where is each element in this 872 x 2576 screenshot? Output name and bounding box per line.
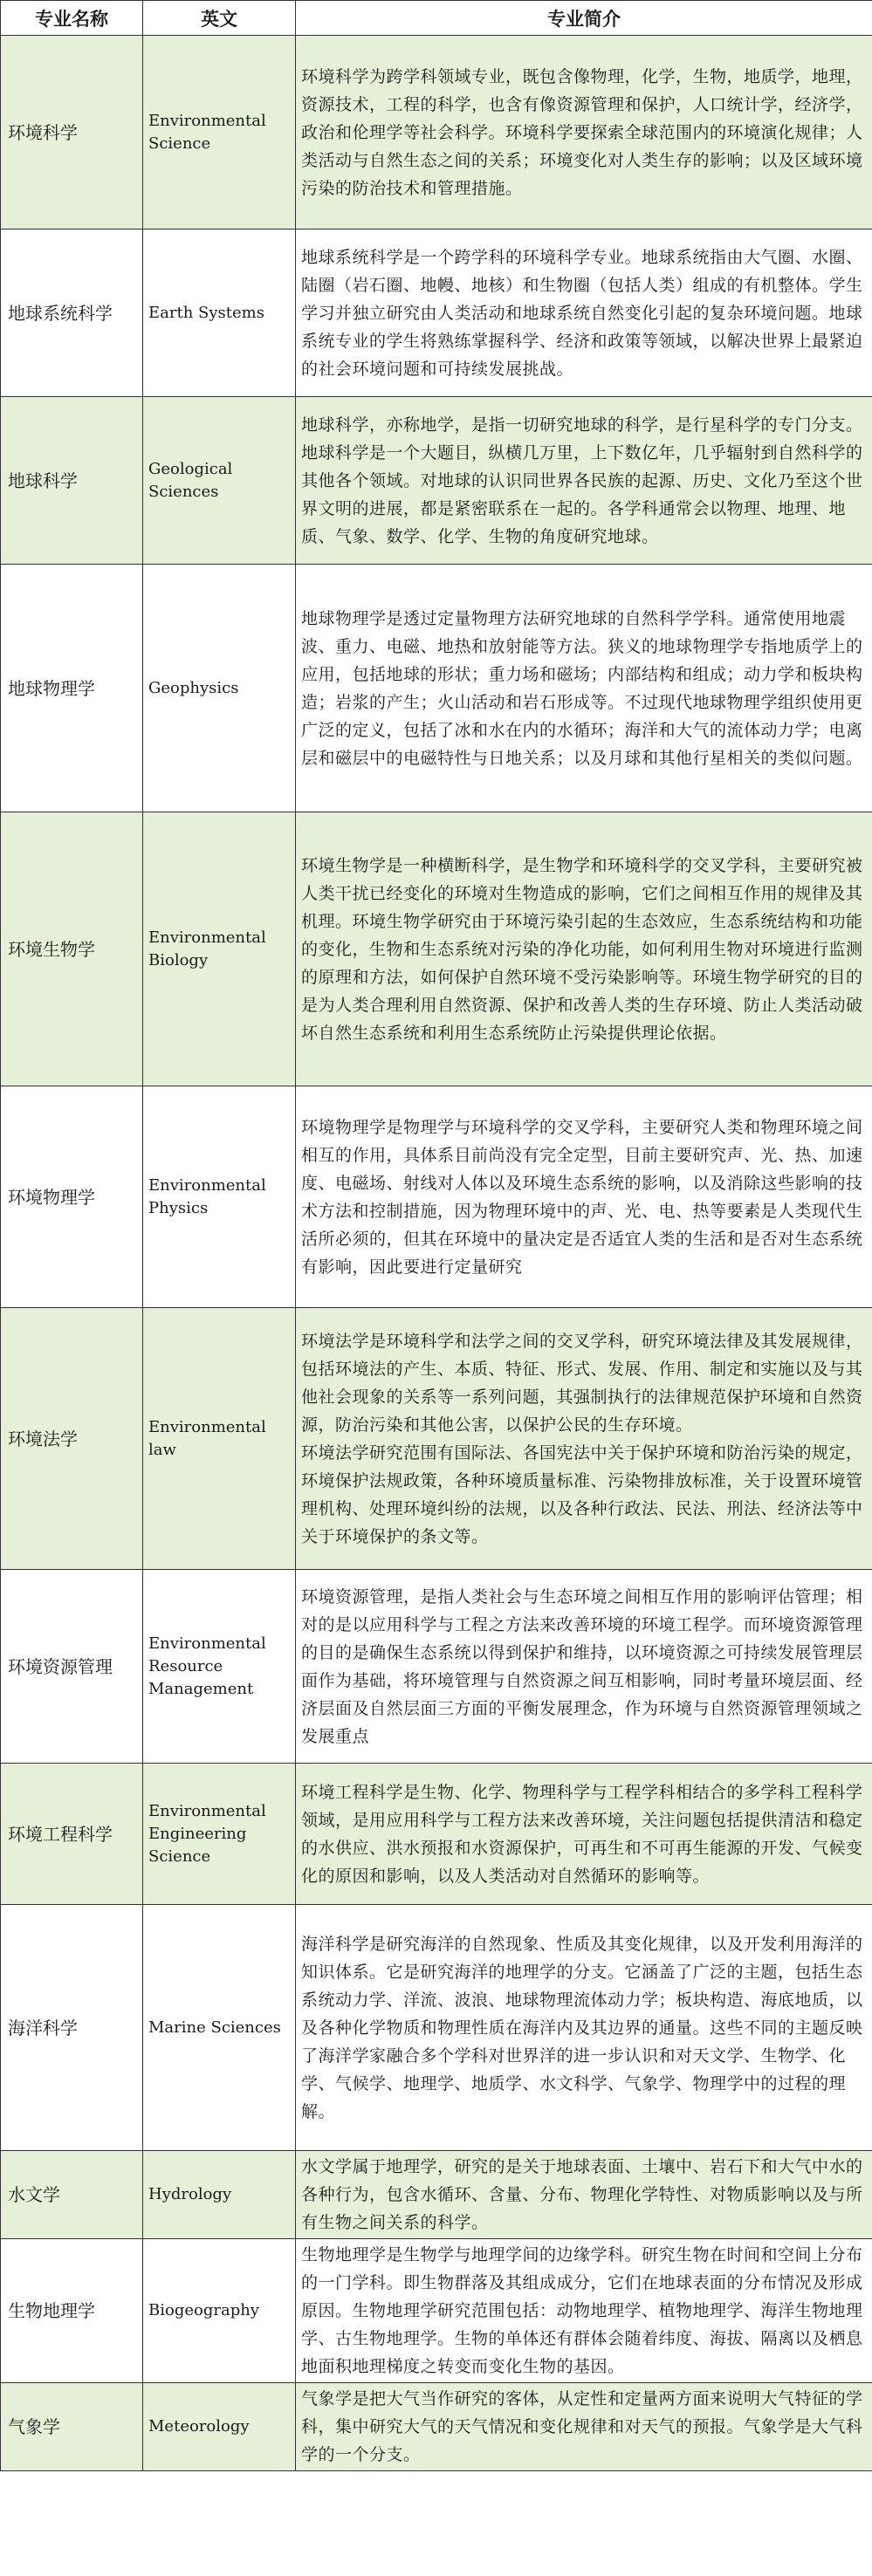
intro-paragraph: 环境资源管理，是指人类社会与生态环境之间相互作用的影响评估管理；相对的是以应用科学与工程之方法来改善环境的环境工程学。而环境资源管理的目的是确保生态系统以得到保护和维持，以环境资源之可持续发展管理层面作为基础，将环境管理与自然资源之间互相影响，同时考量环境层面、经济层面及自然层面三方面的平衡发展理念，作为环境与自然资源管理领域之发展重点 xyxy=(301,1586,863,1746)
major-name: 地球科学 xyxy=(1,397,143,565)
major-english-name: Environmental Science xyxy=(143,36,296,230)
major-name: 环境物理学 xyxy=(1,1086,143,1308)
intro-paragraph: 环境物理学是物理学与环境科学的交叉学科，主要研究人类和物理环境之间相互的作用，具体系目前尚没有完全定型，目前主要研究声、光、热、加速度、电磁场、射线对人体以及环境生态系统的影响，以及消除这些影响的技术方法和控制措施，因为物理环境中的声、光、电、热等要素是人类现代生活所必须的，但其在环境中的量决定是否适宜人类的生活和是否对生态系统有影响，因此要进行定量研究 xyxy=(301,1117,863,1277)
major-intro xyxy=(296,812,872,1086)
table-row xyxy=(1,1086,872,1308)
major-english-name: Biogeography xyxy=(143,2239,296,2383)
header-name: 专业名称 xyxy=(1,1,143,36)
table-row xyxy=(1,2151,872,2239)
table-row xyxy=(1,36,872,230)
major-name: 环境工程科学 xyxy=(1,1764,143,1905)
major-english-name: Environmental Biology xyxy=(143,812,296,1086)
major-name: 生物地理学 xyxy=(1,2239,143,2383)
major-intro xyxy=(296,2151,872,2239)
major-english-name: Geophysics xyxy=(143,565,296,812)
major-intro xyxy=(296,1764,872,1905)
intro-paragraph: 气象学是把大气当作研究的客体，从定性和定量两方面来说明大气特征的学科，集中研究大气的天气情况和变化规律和对天气的预报。气象学是大气科学的一个分支。 xyxy=(301,2389,863,2464)
major-intro xyxy=(296,2239,872,2383)
table-row xyxy=(1,1308,872,1570)
table-row xyxy=(1,230,872,397)
intro-paragraph: 环境科学为跨学科领域专业，既包含像物理，化学，生物，地质学，地理，资源技术，工程的科学，也含有像资源管理和保护，人口统计学，经济学，政治和伦理学等社会科学。环境科学要探索全球范围内的环境演化规律；人类活动与自然生态之间的关系；环境变化对人类生存的影响；以及区域环境污染的防治技术和管理措施。 xyxy=(301,66,863,198)
intro-paragraph: 环境生物学是一种横断科学，是生物学和环境科学的交叉学科，主要研究被人类干扰已经变化的环境对生物造成的影响，它们之间相互作用的规律及其机理。环境生物学研究由于环境污染引起的生态效应，生态系统结构和功能的变化，生物和生态系统对污染的净化功能，如何利用生物对环境进行监测的原理和方法，如何保护自然环境不受污染影响等。环境生物学研究的目的是为人类合理利用自然资源、保护和改善人类的生存环境、防止人类活动破坏自然生态系统和利用生态系统防止污染提供理论依据。 xyxy=(301,855,863,1043)
intro-paragraph: 环境法学研究范围有国际法、各国宪法中关于保护环境和防治污染的规定，环境保护法规政策，各种环境质量标准、污染物排放标准，关于设置环境管理机构、处理环境纠纷的法规，以及各种行政法、民法、刑法、经济法等中关于环境保护的条文等。 xyxy=(301,1442,863,1546)
major-name: 海洋科学 xyxy=(1,1905,143,2151)
major-intro xyxy=(296,1086,872,1308)
table-row xyxy=(1,565,872,812)
major-english-name: Geological Sciences xyxy=(143,397,296,565)
major-english-name: Earth Systems xyxy=(143,230,296,397)
major-name: 气象学 xyxy=(1,2383,143,2471)
header-intro: 专业简介 xyxy=(296,1,872,36)
major-name: 水文学 xyxy=(1,2151,143,2239)
table-row xyxy=(1,1570,872,1764)
major-english-name: Meteorology xyxy=(143,2383,296,2471)
intro-paragraph: 生物地理学是生物学与地理学间的边缘学科。研究生物在时间和空间上分布的一门学科。即生物群落及其组成成分，它们在地球表面的分布情况及形成原因。生物地理学研究范围包括：动物地理学、植物地理学、海洋生物地理学、古生物地理学。生物的单体还有群体会随着纬度、海拔、隔离以及栖息地面积地理梯度之转变而变化生物的基因。 xyxy=(301,2245,863,2376)
major-name: 环境科学 xyxy=(1,36,143,230)
intro-paragraph: 海洋科学是研究海洋的自然现象、性质及其变化规律，以及开发利用海洋的知识体系。它是研究海洋的地理学的分支。它涵盖了广泛的主题，包括生态系统动力学、洋流、波浪、地球物理流体动力学；板块构造、海底地质，以及各种化学物质和物理性质在海洋内及其边界的通量。这些不同的主题反映了海洋学家融合多个学科对世界洋的进一步认识和对天文学、生物学、化学、气候学、地理学、地质学、水文科学、气象学、物理学中的过程的理解。 xyxy=(301,1934,863,2121)
major-intro xyxy=(296,565,872,812)
table-row xyxy=(1,1764,872,1905)
table-row xyxy=(1,2239,872,2383)
major-name: 环境法学 xyxy=(1,1308,143,1570)
header-english: 英文 xyxy=(143,1,296,36)
major-english-name: Environmental law xyxy=(143,1308,296,1570)
major-name: 环境生物学 xyxy=(1,812,143,1086)
intro-paragraph: 地球物理学是透过定量物理方法研究地球的自然科学学科。通常使用地震波、重力、电磁、地热和放射能等方法。狭义的地球物理学专指地质学上的应用，包括地球的形状；重力场和磁场；内部结构和组成；动力学和板块构造；岩浆的产生；火山活动和岩石形成等。不过现代地球物理学组织使用更广泛的定义，包括了冰和水在内的水循环；海洋和大气的流体动力学；电离层和磁层中的电磁特性与日地关系；以及月球和其他行星相关的类似问题。 xyxy=(301,608,863,768)
major-english-name: Hydrology xyxy=(143,2151,296,2239)
major-english-name: Marine Sciences xyxy=(143,1905,296,2151)
major-intro xyxy=(296,1308,872,1570)
major-intro xyxy=(296,2383,872,2471)
major-intro xyxy=(296,36,872,230)
table-row xyxy=(1,2383,872,2471)
major-english-name: Environmental Physics xyxy=(143,1086,296,1308)
table-body xyxy=(1,36,872,2471)
major-name: 环境资源管理 xyxy=(1,1570,143,1764)
major-name: 地球系统科学 xyxy=(1,230,143,397)
table-row xyxy=(1,397,872,565)
major-english-name: Environmental Engineering Science xyxy=(143,1764,296,1905)
table-row xyxy=(1,812,872,1086)
intro-paragraph: 水文学属于地理学，研究的是关于地球表面、土壤中、岩石下和大气中水的各种行为，包含水循环、含量、分布、物理化学特性、对物质影响以及与所有生物之间关系的科学。 xyxy=(301,2157,863,2232)
intro-paragraph: 地球系统科学是一个跨学科的环境科学专业。地球系统指由大气圈、水圈、陆圈（岩石圈、地幔、地核）和生物圈（包括人类）组成的有机整体。学生学习并独立研究由人类活动和地球系统自然变化引起的复杂环境问题。地球系统专业的学生将熟练掌握科学、经济和政策等领域，以解决世界上最紧迫的社会环境问题和可持续发展挑战。 xyxy=(301,247,863,379)
intro-paragraph: 地球科学，亦称地学，是指一切研究地球的科学，是行星科学的专门分支。地球科学是一个大题目，纵横几万里，上下数亿年，几乎辐射到自然科学的其他各个领域。对地球的认识同世界各民族的起源、历史、文化乃至这个世界文明的进展，都是紧密联系在一起的。各学科通常会以物理、地理、地质、气象、数学、化学、生物的角度研究地球。 xyxy=(301,414,863,546)
intro-paragraph: 环境法学是环境科学和法学之间的交叉学科，研究环境法律及其发展规律，包括环境法的产生、本质、特征、形式、发展、作用、制定和实施以及与其他社会现象的关系等一系列问题，其强制执行的法律规范保护环境和自然资源，防治污染和其他公害，以保护公民的生存环境。 xyxy=(301,1331,863,1435)
major-intro xyxy=(296,1570,872,1764)
header-row xyxy=(1,1,872,36)
major-intro xyxy=(296,397,872,565)
intro-paragraph: 环境工程科学是生物、化学、物理科学与工程学科相结合的多学科工程科学领域，是用应用科学与工程方法来改善环境，关注问题包括提供清洁和稳定的水供应、洪水预报和水资源保护，可再生和不可再生能源的开发、气候变化的原因和影响，以及人类活动对自然循环的影响等。 xyxy=(301,1782,863,1886)
major-english-name: Environmental Resource Management xyxy=(143,1570,296,1764)
table-row xyxy=(1,1905,872,2151)
major-name: 地球物理学 xyxy=(1,565,143,812)
major-intro xyxy=(296,230,872,397)
major-intro xyxy=(296,1905,872,2151)
